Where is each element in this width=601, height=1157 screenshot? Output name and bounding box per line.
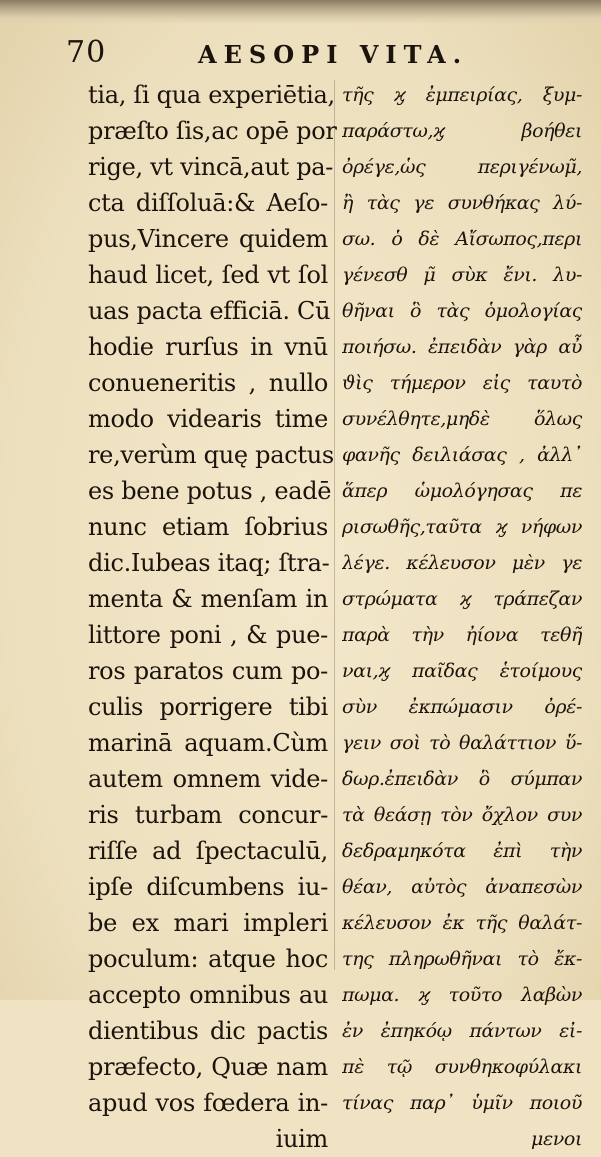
page-top-edge	[0, 0, 601, 24]
latin-line: dientibus dic pactis	[88, 1017, 328, 1045]
greek-line: θῆναι ὃ τὰς ὁμολογίας	[342, 300, 582, 322]
greek-line: ϑὶς τήμερον εἰς ταυτὸ	[342, 372, 582, 394]
page-number: 70	[66, 35, 107, 70]
greek-line: ἢ τὰς γε συνθήκας λύ-	[342, 192, 582, 214]
greek-line: δωρ.ἐπειδὰν ὃ σύμπαν	[342, 768, 582, 790]
latin-line: conueneritis , nullo	[88, 369, 328, 397]
latin-line: marinā aquam.Cùm	[88, 729, 328, 757]
latin-line: dic.Iubeas itaq; ſtra-	[88, 549, 330, 577]
latin-line: culis porrigere tibi	[88, 693, 328, 721]
greek-line: θέαν, αὐτὸς ἀναπεσὼν	[342, 876, 582, 898]
latin-line: littore poni , & pue-	[88, 621, 328, 649]
latin-line: præfecto, Quæ nam	[88, 1053, 328, 1081]
latin-line: tia, ſi qua experiētia,	[88, 81, 335, 109]
latin-line: re,verùm quę pactus	[88, 441, 334, 469]
greek-line: ναι,ϗ παῖδας ἑτοίμους	[342, 660, 582, 682]
latin-line: riſſe ad ſpectaculū,	[88, 837, 328, 865]
greek-line: λέγε. κέλευσον μὲν γε	[342, 552, 582, 574]
greek-line: τῆς ϗ ἐμπειρίας, ξυμ-	[342, 84, 582, 106]
greek-line: πωμα. ϗ τοῦτο λαβὼν	[342, 984, 582, 1006]
greek-line: ποιήσω. ἐπειδὰν γὰρ αὖ	[342, 336, 582, 358]
latin-line: poculum: atque hoc	[88, 945, 328, 973]
latin-line: uas pacta efficiā. Cū	[88, 297, 331, 325]
latin-line: autem omnem vide-	[88, 765, 328, 793]
latin-line: præſto ſis,ac opē por	[88, 117, 337, 145]
latin-line: ros paratos cum po-	[88, 657, 328, 685]
latin-line: es bene potus , eadē	[88, 477, 332, 505]
greek-column	[342, 77, 582, 1157]
greek-line: κέλευσον ἐκ τῆς θαλάτ-	[342, 912, 582, 934]
greek-line: τὰ θεάσῃ τὸν ὄχλον συν	[342, 804, 582, 826]
greek-line: στρώματα ϗ τράπεζαν	[342, 588, 582, 610]
greek-catchword: μενοι	[531, 1128, 582, 1150]
latin-line: hodie rurſus in vnū	[88, 333, 328, 361]
greek-line: τίνας παρ᾽ ὑμῖν ποιοῦ	[342, 1092, 582, 1114]
latin-line: ris turbam concur-	[88, 801, 328, 829]
greek-line: φανῆς δειλιάσας , ἀλλ᾽	[342, 444, 582, 466]
latin-line: accepto omnibus au	[88, 981, 328, 1009]
greek-line: σὺν ἐκπώμασιν ὀρέ-	[342, 696, 582, 718]
latin-line: nunc etiam ſobrius	[88, 513, 328, 541]
greek-line: γένεσθ μ̃ σὺκ ἔνι. λυ-	[342, 264, 582, 286]
latin-line: apud vos fœdera in-	[88, 1089, 328, 1117]
running-head: AESOPI VITA.	[198, 40, 469, 69]
latin-line: haud licet, ſed vt ſol	[88, 261, 328, 289]
greek-line: πὲ τῷ συνθηκοφύλακι	[342, 1056, 582, 1078]
greek-line: δεδραμηκότα ἐπὶ τὴν	[342, 840, 582, 862]
greek-line: ρισωθῆς,ταῦτα ϗ νήφων	[342, 516, 582, 538]
greek-line: παρὰ τὴν ἠίονα τεθῆ	[342, 624, 582, 646]
latin-line: cta diſſoluā:& Aeſo-	[88, 189, 328, 217]
latin-column	[88, 77, 337, 1157]
greek-line: ἐν ἐπηκόῳ πάντων εἰ-	[342, 1020, 582, 1042]
greek-line: σω. ὁ δὲ Αἴσωπος,περι	[342, 228, 582, 250]
greek-line: της πληρωθῆναι τὸ ἔκ-	[342, 948, 582, 970]
greek-line: συνέλθητε,μηδὲ ὅλως	[342, 408, 582, 430]
latin-line: ipſe diſcumbens iu-	[88, 873, 328, 901]
greek-line: ἅπερ ὡμολόγησας πε	[342, 480, 582, 502]
latin-line: pus,Vincere quidem	[88, 225, 328, 253]
column-divider	[334, 80, 335, 970]
latin-line: menta & menſam in	[88, 585, 328, 613]
greek-line: γειν σοὶ τὸ θαλάττιον ὕ-	[342, 732, 582, 754]
latin-line: modo videaris time	[88, 405, 328, 433]
latin-catchword: iuim	[275, 1125, 328, 1153]
greek-line: παράστω,ϗ βοήθει	[342, 120, 582, 142]
latin-line: be ex mari impleri	[88, 909, 328, 937]
greek-line: ὀρέγε,ὡς περιγένωμ̃,	[342, 156, 582, 178]
latin-line: rige, vt vincā,aut pa-	[88, 153, 334, 181]
